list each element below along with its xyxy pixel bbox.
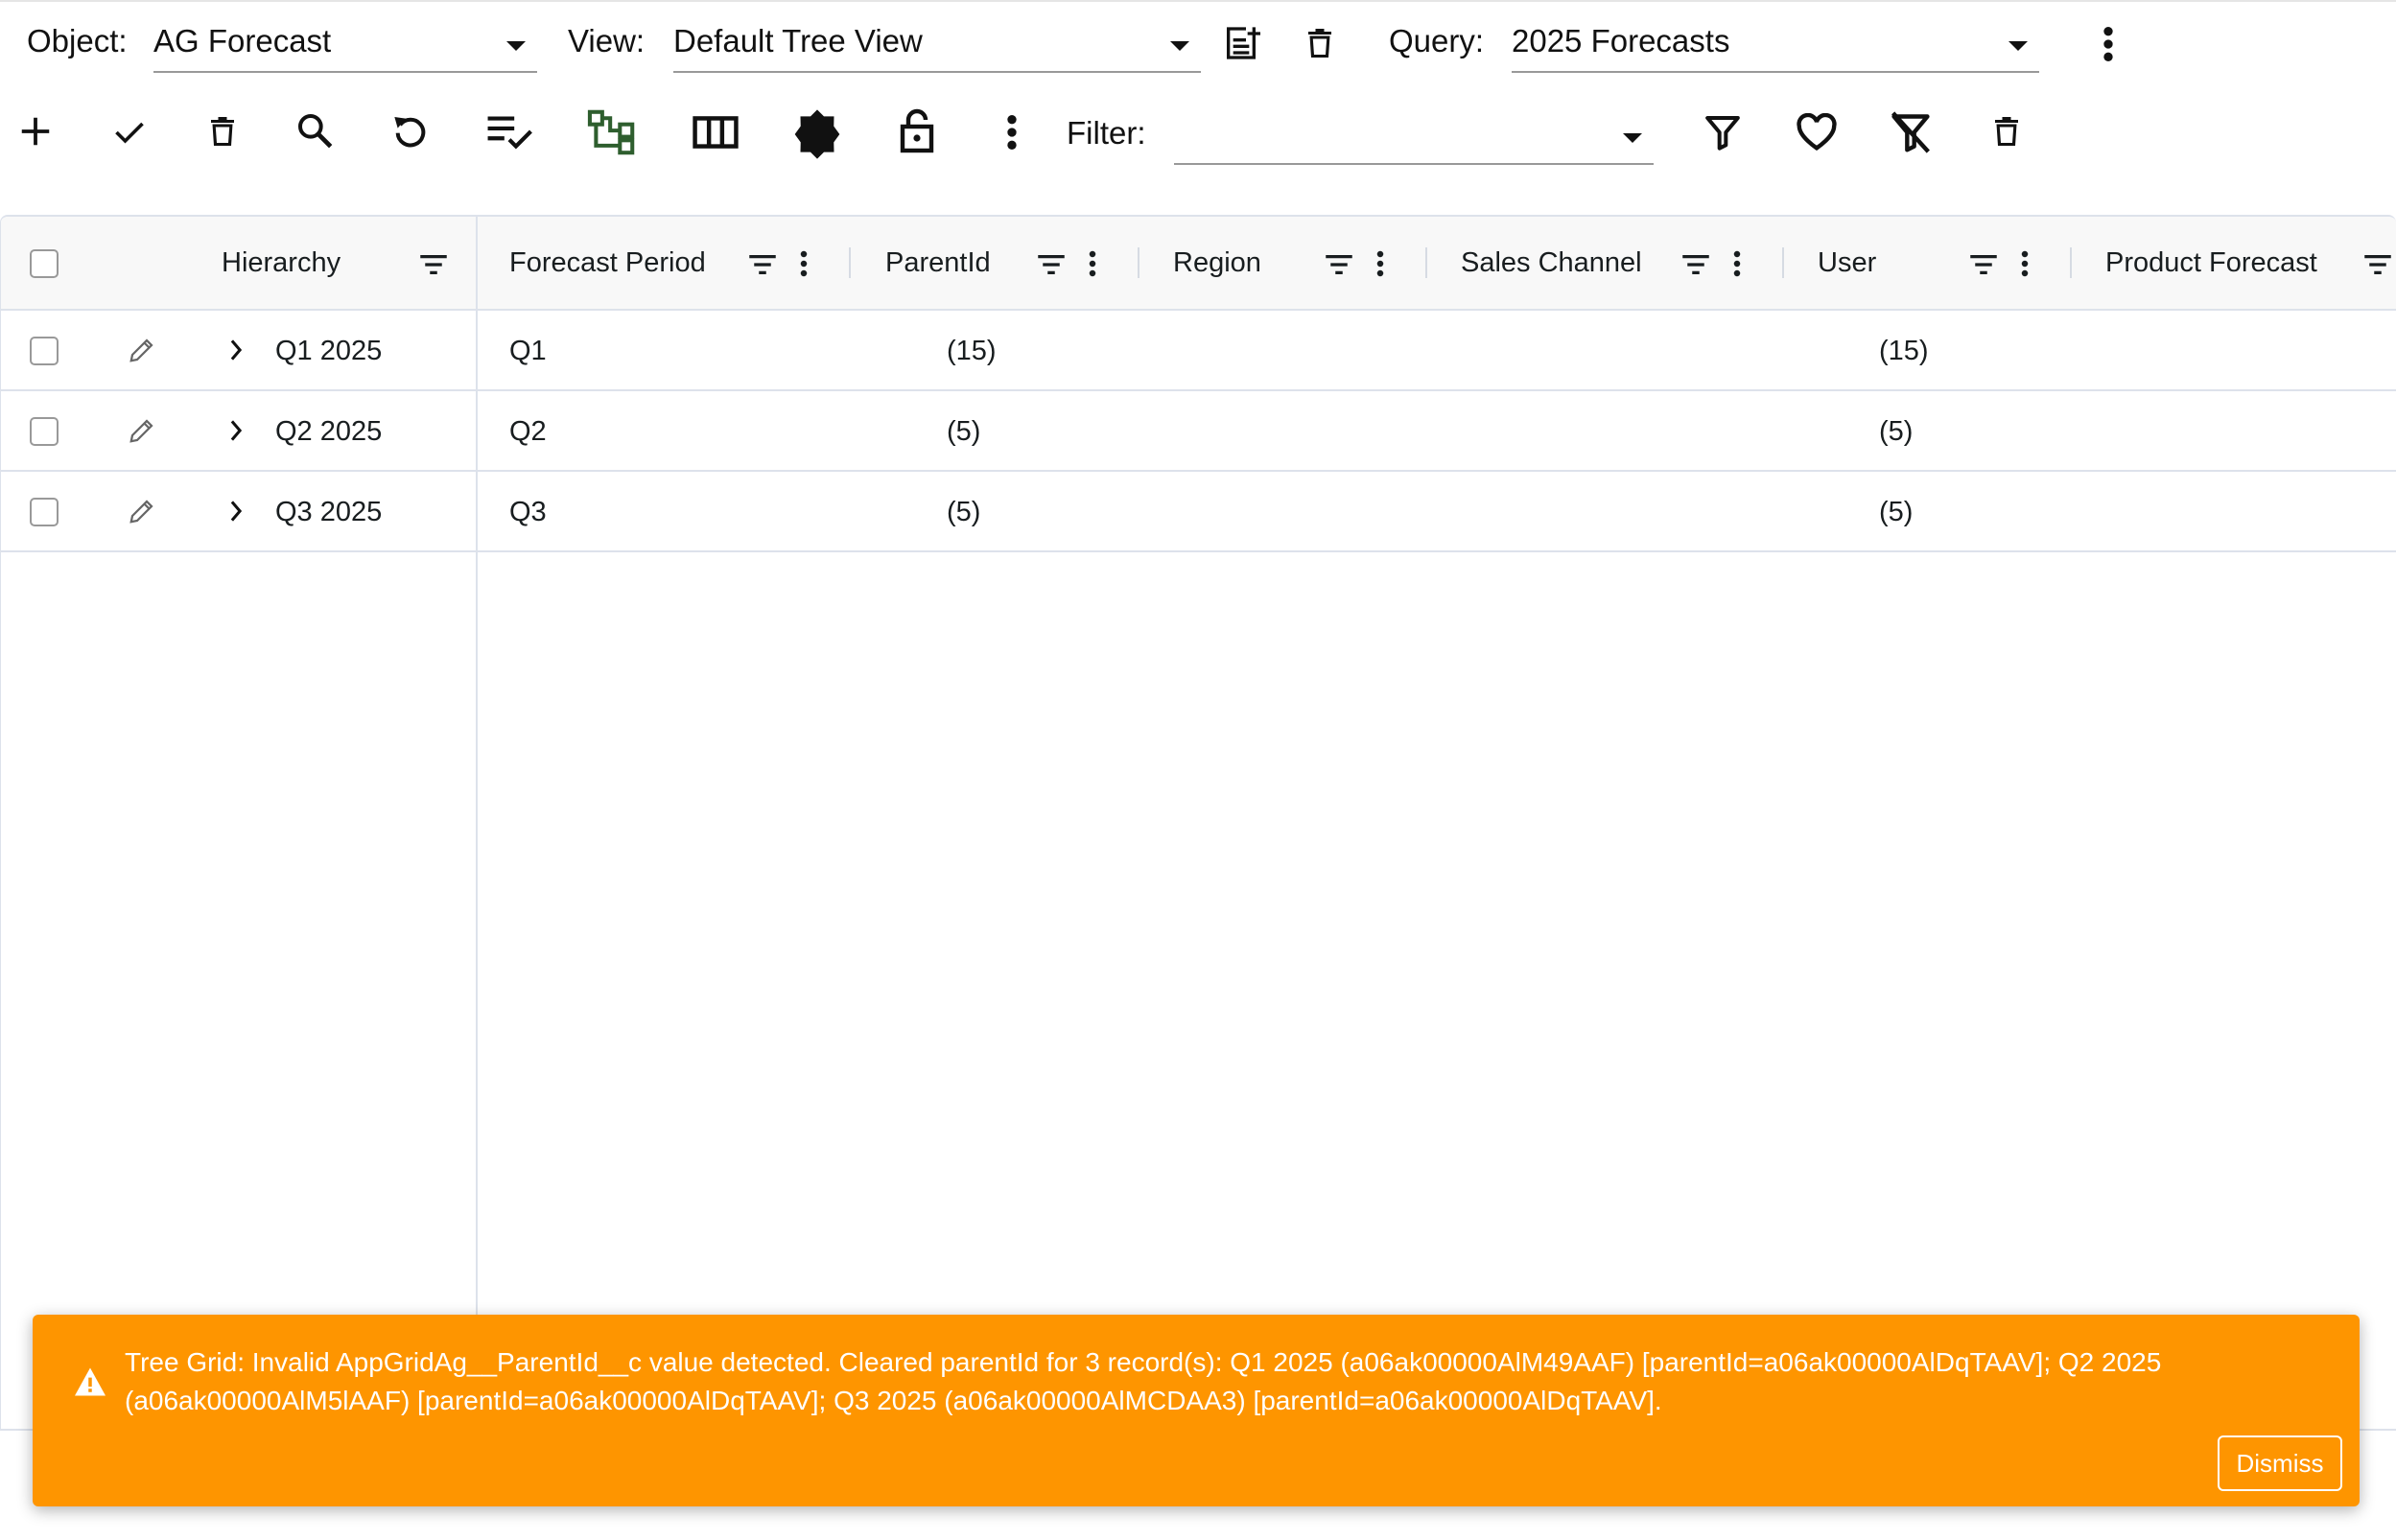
query-label: Query:: [1389, 23, 1485, 58]
column-header-parent-id[interactable]: [852, 217, 1139, 311]
chevron-down-icon: [2008, 41, 2028, 51]
column-menu-icon[interactable]: [1088, 249, 1097, 278]
table-row[interactable]: [1, 311, 2396, 391]
column-menu-icon[interactable]: [1375, 249, 1385, 278]
filter-off-icon[interactable]: [1890, 111, 1932, 153]
cell-forecast-period: Q3: [509, 497, 547, 527]
column-header-label: Forecast Period: [509, 247, 706, 278]
list-check-icon[interactable]: [485, 113, 533, 150]
top-bar: [0, 0, 2396, 82]
brightness-icon[interactable]: [790, 107, 844, 161]
column-header-forecast-period[interactable]: [478, 217, 852, 311]
data-grid: [0, 215, 2396, 1429]
trash-icon[interactable]: [205, 111, 240, 152]
search-icon[interactable]: [295, 111, 334, 150]
warning-toast: [33, 1315, 2360, 1506]
filter-menu-icon[interactable]: [419, 253, 448, 276]
filter-menu-icon[interactable]: [1325, 253, 1353, 276]
lock-open-icon[interactable]: [900, 107, 934, 153]
column-header-label: Sales Channel: [1461, 247, 1642, 278]
chevron-right-icon[interactable]: [229, 420, 243, 441]
pencil-icon[interactable]: [128, 497, 156, 525]
column-header-sales-channel[interactable]: [1427, 217, 1784, 311]
new-view-icon[interactable]: [1222, 22, 1260, 64]
filter-icon[interactable]: [1703, 113, 1742, 152]
column-header-label: Hierarchy: [222, 247, 341, 278]
columns-icon[interactable]: [693, 115, 739, 150]
column-header-region[interactable]: [1139, 217, 1427, 311]
column-header-label: ParentId: [885, 247, 991, 278]
column-header-product-forecast[interactable]: [2072, 217, 2396, 311]
column-menu-icon[interactable]: [1732, 249, 1742, 278]
row-checkbox[interactable]: [30, 337, 59, 365]
object-select-value: AG Forecast: [153, 23, 332, 58]
chevron-down-icon: [1170, 41, 1189, 51]
column-header-label: User: [1818, 247, 1877, 278]
column-menu-icon[interactable]: [2020, 249, 2030, 278]
view-label: View:: [568, 23, 646, 58]
query-select-value: 2025 Forecasts: [1512, 23, 1730, 58]
chevron-right-icon[interactable]: [229, 501, 243, 522]
refresh-icon[interactable]: [391, 111, 430, 152]
cell-hierarchy: Q1 2025: [275, 336, 383, 366]
tree-icon[interactable]: [587, 109, 637, 155]
more-vert-icon[interactable]: [2097, 25, 2120, 63]
cell-forecast-period: Q1: [509, 336, 547, 366]
row-checkbox[interactable]: [30, 417, 59, 446]
chevron-down-icon: [1623, 133, 1642, 143]
check-icon[interactable]: [109, 115, 150, 150]
grid-header: [1, 217, 2396, 311]
column-header-user[interactable]: [1784, 217, 2072, 311]
row-checkbox[interactable]: [30, 498, 59, 526]
heart-icon[interactable]: [1796, 113, 1838, 152]
filter-menu-icon[interactable]: [1037, 253, 1066, 276]
pencil-icon[interactable]: [128, 336, 156, 364]
object-label: Object:: [27, 23, 128, 58]
trash-icon[interactable]: [1989, 111, 2024, 152]
pinned-column-border: [476, 217, 478, 1429]
column-header-label: Region: [1173, 247, 1261, 278]
toolbar: [0, 96, 2396, 173]
cell-parent-id: (5): [947, 497, 981, 527]
pencil-icon[interactable]: [128, 416, 156, 445]
warning-icon: [73, 1366, 107, 1397]
cell-forecast-period: Q2: [509, 416, 547, 447]
cell-user: (15): [1879, 336, 1929, 366]
column-separator[interactable]: [849, 247, 851, 278]
cell-hierarchy: Q3 2025: [275, 497, 383, 527]
chevron-right-icon[interactable]: [229, 339, 243, 361]
cell-parent-id: (15): [947, 336, 997, 366]
object-select[interactable]: [153, 13, 537, 73]
filter-menu-icon[interactable]: [1969, 253, 1998, 276]
filter-menu-icon[interactable]: [748, 253, 777, 276]
more-vert-icon[interactable]: [1001, 113, 1022, 152]
cell-user: (5): [1879, 497, 1914, 527]
delete-view-icon[interactable]: [1303, 23, 1337, 63]
table-row[interactable]: [1, 472, 2396, 552]
cell-user: (5): [1879, 416, 1914, 447]
add-icon[interactable]: [17, 113, 54, 150]
filter-label: Filter:: [1067, 115, 1146, 151]
cell-hierarchy: Q2 2025: [275, 416, 383, 447]
view-select[interactable]: [673, 13, 1201, 73]
column-header-hierarchy[interactable]: [1, 217, 476, 311]
filter-menu-icon[interactable]: [1681, 253, 1710, 276]
toast-message: Tree Grid: Invalid AppGridAg__ParentId__c value detected. Cleared parentId for 3 record(s): Q1 2025 (a06ak00000AlM49AAF) [parentId=a06ak00000AlDqTAAV]; Q2 2025 (a06ak00000AlM5lAAF) [parentId=a06ak00000AlDqTAAV]; Q3 2025 (a06ak00000AlMCDAA3) [parentId=a06ak00000AlDqTAAV].: [125, 1347, 2162, 1415]
column-menu-icon[interactable]: [799, 249, 809, 278]
query-select[interactable]: [1512, 13, 2039, 73]
filter-menu-icon[interactable]: [2363, 253, 2392, 276]
view-select-value: Default Tree View: [673, 23, 923, 58]
column-header-label: Product Forecast: [2105, 247, 2317, 278]
chevron-down-icon: [506, 41, 526, 51]
table-row[interactable]: [1, 391, 2396, 472]
filter-select[interactable]: [1174, 105, 1654, 165]
cell-parent-id: (5): [947, 416, 981, 447]
dismiss-button[interactable]: Dismiss: [2218, 1435, 2342, 1491]
